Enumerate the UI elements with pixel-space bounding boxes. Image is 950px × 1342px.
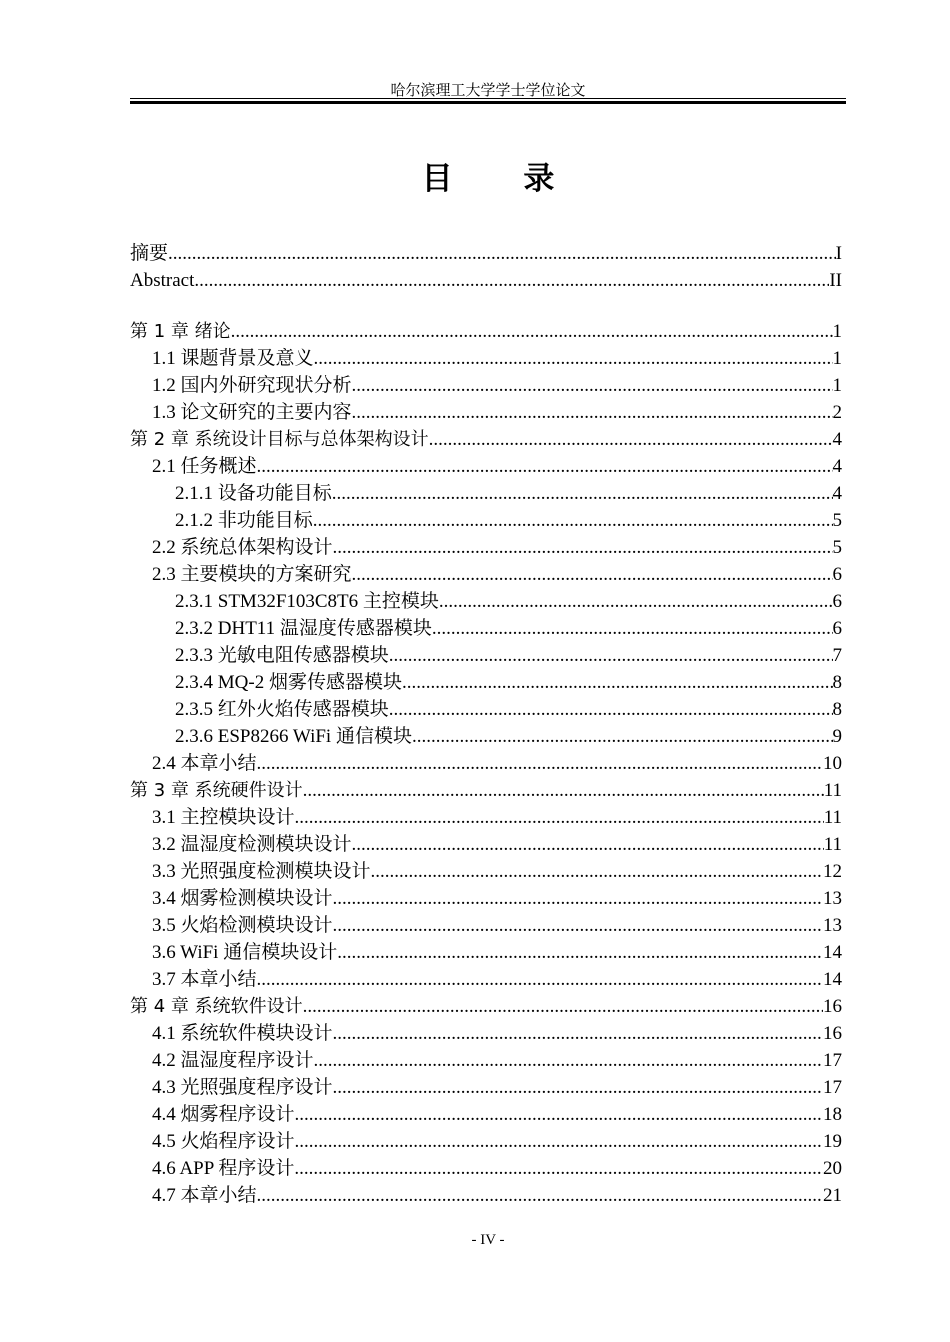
- toc-leader-dots: [303, 993, 823, 1020]
- toc-leader-dots: [194, 267, 829, 294]
- toc-leader-dots: [333, 912, 823, 939]
- toc-leader-dots: [352, 831, 824, 858]
- toc-leader-dots: [333, 1074, 823, 1101]
- toc-leader-dots: [314, 345, 833, 372]
- toc-leader-dots: [333, 534, 833, 561]
- toc-entry[interactable]: [130, 912, 842, 939]
- toc-entry-title: 3.6 WiFi 通信模块设计: [152, 942, 338, 963]
- toc-entry-title: 4.6 APP 程序设计: [152, 1158, 295, 1179]
- toc-entry[interactable]: [130, 588, 842, 615]
- toc-leader-dots: [333, 885, 823, 912]
- toc-entry-title: 3.3 光照强度检测模块设计: [152, 861, 371, 882]
- toc-entry[interactable]: [130, 858, 842, 885]
- toc-entry-page: 11: [823, 807, 842, 828]
- toc-leader-dots: [231, 318, 833, 345]
- toc-leader-dots: [371, 858, 823, 885]
- toc-entry-title: 1.1 课题背景及意义: [152, 348, 314, 369]
- toc-entry[interactable]: [130, 426, 842, 453]
- toc-entry-page: 1: [832, 321, 842, 342]
- toc-entry[interactable]: [130, 723, 842, 750]
- toc-entry-title: 4.4 烟雾程序设计: [152, 1104, 295, 1125]
- toc-entry[interactable]: [130, 267, 842, 294]
- toc-entry-title: 3.7 本章小结: [152, 969, 257, 990]
- toc-entry-page: I: [835, 243, 842, 264]
- toc-leader-dots: [257, 966, 823, 993]
- toc-entry[interactable]: [130, 1101, 842, 1128]
- toc-entry[interactable]: [130, 696, 842, 723]
- toc-entry-title: 3.2 温湿度检测模块设计: [152, 834, 352, 855]
- toc-entry-page: 11: [823, 834, 842, 855]
- toc-entry-title: Abstract: [130, 270, 195, 291]
- toc-entry[interactable]: [130, 885, 842, 912]
- toc-entry-title: 2.1 任务概述: [152, 456, 257, 477]
- toc-entry-page: 8: [832, 672, 842, 693]
- toc-leader-dots: [402, 669, 833, 696]
- running-header: 哈尔滨理工大学学士学位论文: [390, 83, 586, 99]
- page-number: - IV -: [471, 1232, 505, 1248]
- toc-entry[interactable]: [130, 1155, 842, 1182]
- toc-entry-title: 第 4 章 系统软件设计: [130, 996, 303, 1017]
- toc-entry-title: 3.4 烟雾检测模块设计: [152, 888, 333, 909]
- toc-leader-dots: [352, 399, 833, 426]
- toc-entry-page: 17: [823, 1077, 842, 1098]
- toc-leader-dots: [333, 1020, 823, 1047]
- toc-entry-title: 2.3.4 MQ-2 烟雾传感器模块: [175, 672, 402, 693]
- toc-entry-page: 21: [823, 1185, 842, 1206]
- toc-entry-title: 第 1 章 绪论: [130, 321, 231, 342]
- toc-entry[interactable]: [130, 240, 842, 267]
- toc-leader-dots: [389, 696, 833, 723]
- toc-leader-dots: [337, 939, 823, 966]
- toc-leader-dots: [313, 507, 833, 534]
- toc-entry-page: 10: [823, 753, 842, 774]
- toc-entry-page: 1: [832, 348, 842, 369]
- toc-entry[interactable]: [130, 453, 842, 480]
- toc-entry-page: 16: [823, 996, 842, 1017]
- toc-entry[interactable]: [130, 1182, 842, 1209]
- toc-entry-title: 2.1.2 非功能目标: [175, 510, 313, 531]
- toc-entry[interactable]: [130, 831, 842, 858]
- toc-entry-title: 2.3.3 光敏电阻传感器模块: [175, 645, 389, 666]
- toc-entry-page: 2: [832, 402, 842, 423]
- toc-entry-page: 14: [823, 969, 842, 990]
- toc-leader-dots: [314, 1047, 823, 1074]
- toc-entry-title: 3.1 主控模块设计: [152, 807, 295, 828]
- toc-entry-title: 4.5 火焰程序设计: [152, 1131, 295, 1152]
- toc-entry-page: 16: [823, 1023, 842, 1044]
- toc-entry-page: 6: [832, 564, 842, 585]
- toc-leader-dots: [332, 480, 833, 507]
- toc-entry-title: 2.3.5 红外火焰传感器模块: [175, 699, 389, 720]
- toc-entry[interactable]: [130, 561, 842, 588]
- toc-entry-page: 4: [832, 456, 842, 477]
- toc-entry-title: 2.3.1 STM32F103C8T6 主控模块: [175, 591, 439, 612]
- toc-entry-page: 13: [823, 915, 842, 936]
- toc-entry[interactable]: [130, 1074, 842, 1101]
- toc-entry-title: 1.2 国内外研究现状分析: [152, 375, 352, 396]
- toc-entry[interactable]: [130, 1020, 842, 1047]
- toc-entry-title: 1.3 论文研究的主要内容: [152, 402, 352, 423]
- toc-leader-dots: [389, 642, 833, 669]
- toc-entry[interactable]: [130, 642, 842, 669]
- toc-leader-dots: [168, 240, 836, 267]
- toc-front-matter: [130, 240, 842, 294]
- toc-entry-title: 2.3.6 ESP8266 WiFi 通信模块: [175, 726, 412, 747]
- toc-entry-title: 4.7 本章小结: [152, 1185, 257, 1206]
- toc-entry[interactable]: [130, 480, 842, 507]
- toc-leader-dots: [303, 777, 824, 804]
- toc-leader-dots: [257, 453, 833, 480]
- toc-entry-page: 19: [823, 1131, 842, 1152]
- toc-entry[interactable]: [130, 534, 842, 561]
- toc-entry-page: 5: [832, 510, 842, 531]
- toc-entry[interactable]: [130, 615, 842, 642]
- toc-entry[interactable]: [130, 345, 842, 372]
- header-rule-thick: [130, 101, 846, 104]
- toc-entry-title: 4.2 温湿度程序设计: [152, 1050, 314, 1071]
- toc-entry[interactable]: [130, 507, 842, 534]
- toc-entry-page: 6: [832, 618, 842, 639]
- toc-entry-page: 1: [832, 375, 842, 396]
- toc-leader-dots: [295, 1101, 823, 1128]
- toc-entry-page: 14: [823, 942, 842, 963]
- toc-entry[interactable]: [130, 318, 842, 345]
- toc-leader-dots: [295, 804, 824, 831]
- toc-leader-dots: [352, 561, 833, 588]
- toc-leader-dots: [412, 723, 833, 750]
- toc-entry-title: 3.5 火焰检测模块设计: [152, 915, 333, 936]
- toc-entry-page: 6: [832, 591, 842, 612]
- toc-entry-page: 5: [832, 537, 842, 558]
- toc-entry[interactable]: [130, 939, 842, 966]
- toc-entry-page: 9: [832, 726, 842, 747]
- toc-entry-title: 2.3.2 DHT11 温湿度传感器模块: [175, 618, 432, 639]
- toc-leader-dots: [257, 750, 823, 777]
- toc-leader-dots: [257, 1182, 823, 1209]
- toc-entry-page: 18: [823, 1104, 842, 1125]
- toc-entry-title: 第 2 章 系统设计目标与总体架构设计: [130, 429, 429, 450]
- toc-spacer: [130, 294, 842, 318]
- toc-leader-dots: [352, 372, 833, 399]
- toc-entry-page: II: [829, 270, 842, 291]
- toc-leader-dots: [439, 588, 833, 615]
- toc-entry-title: 2.1.1 设备功能目标: [175, 483, 332, 504]
- toc-entry-title: 摘要: [130, 243, 169, 264]
- toc-entry-page: 4: [832, 483, 842, 504]
- toc-entry-page: 20: [823, 1158, 842, 1179]
- toc-entry[interactable]: [130, 750, 842, 777]
- toc-entry[interactable]: [130, 669, 842, 696]
- toc-entry-page: 13: [823, 888, 842, 909]
- toc-entry-title: 第 3 章 系统硬件设计: [130, 780, 303, 801]
- page-title: 目 录: [421, 161, 585, 197]
- toc-entry-title: 2.4 本章小结: [152, 753, 257, 774]
- toc-entry-page: 11: [823, 780, 842, 801]
- toc-entry[interactable]: [130, 804, 842, 831]
- header-rule-thin: [130, 98, 846, 99]
- toc-entry[interactable]: [130, 1047, 842, 1074]
- toc-leader-dots: [294, 1155, 823, 1182]
- toc-entry[interactable]: [130, 1128, 842, 1155]
- toc-leader-dots: [432, 615, 833, 642]
- toc-leader-dots: [295, 1128, 823, 1155]
- toc-entry[interactable]: [130, 966, 842, 993]
- toc-entry-title: 2.2 系统总体架构设计: [152, 537, 333, 558]
- toc-entry-page: 8: [832, 699, 842, 720]
- toc-entry-page: 17: [823, 1050, 842, 1071]
- toc-entry[interactable]: [130, 777, 842, 804]
- toc-entry[interactable]: [130, 993, 842, 1020]
- toc-entry-page: 12: [823, 861, 842, 882]
- toc-entry-page: 4: [832, 429, 842, 450]
- toc-entry-page: 7: [832, 645, 842, 666]
- toc-chapters: [130, 318, 842, 1209]
- table-of-contents: [130, 240, 842, 1209]
- toc-entry-title: 4.1 系统软件模块设计: [152, 1023, 333, 1044]
- toc-entry[interactable]: [130, 399, 842, 426]
- toc-leader-dots: [429, 426, 833, 453]
- toc-entry[interactable]: [130, 372, 842, 399]
- toc-entry-title: 2.3 主要模块的方案研究: [152, 564, 352, 585]
- toc-entry-title: 4.3 光照强度程序设计: [152, 1077, 333, 1098]
